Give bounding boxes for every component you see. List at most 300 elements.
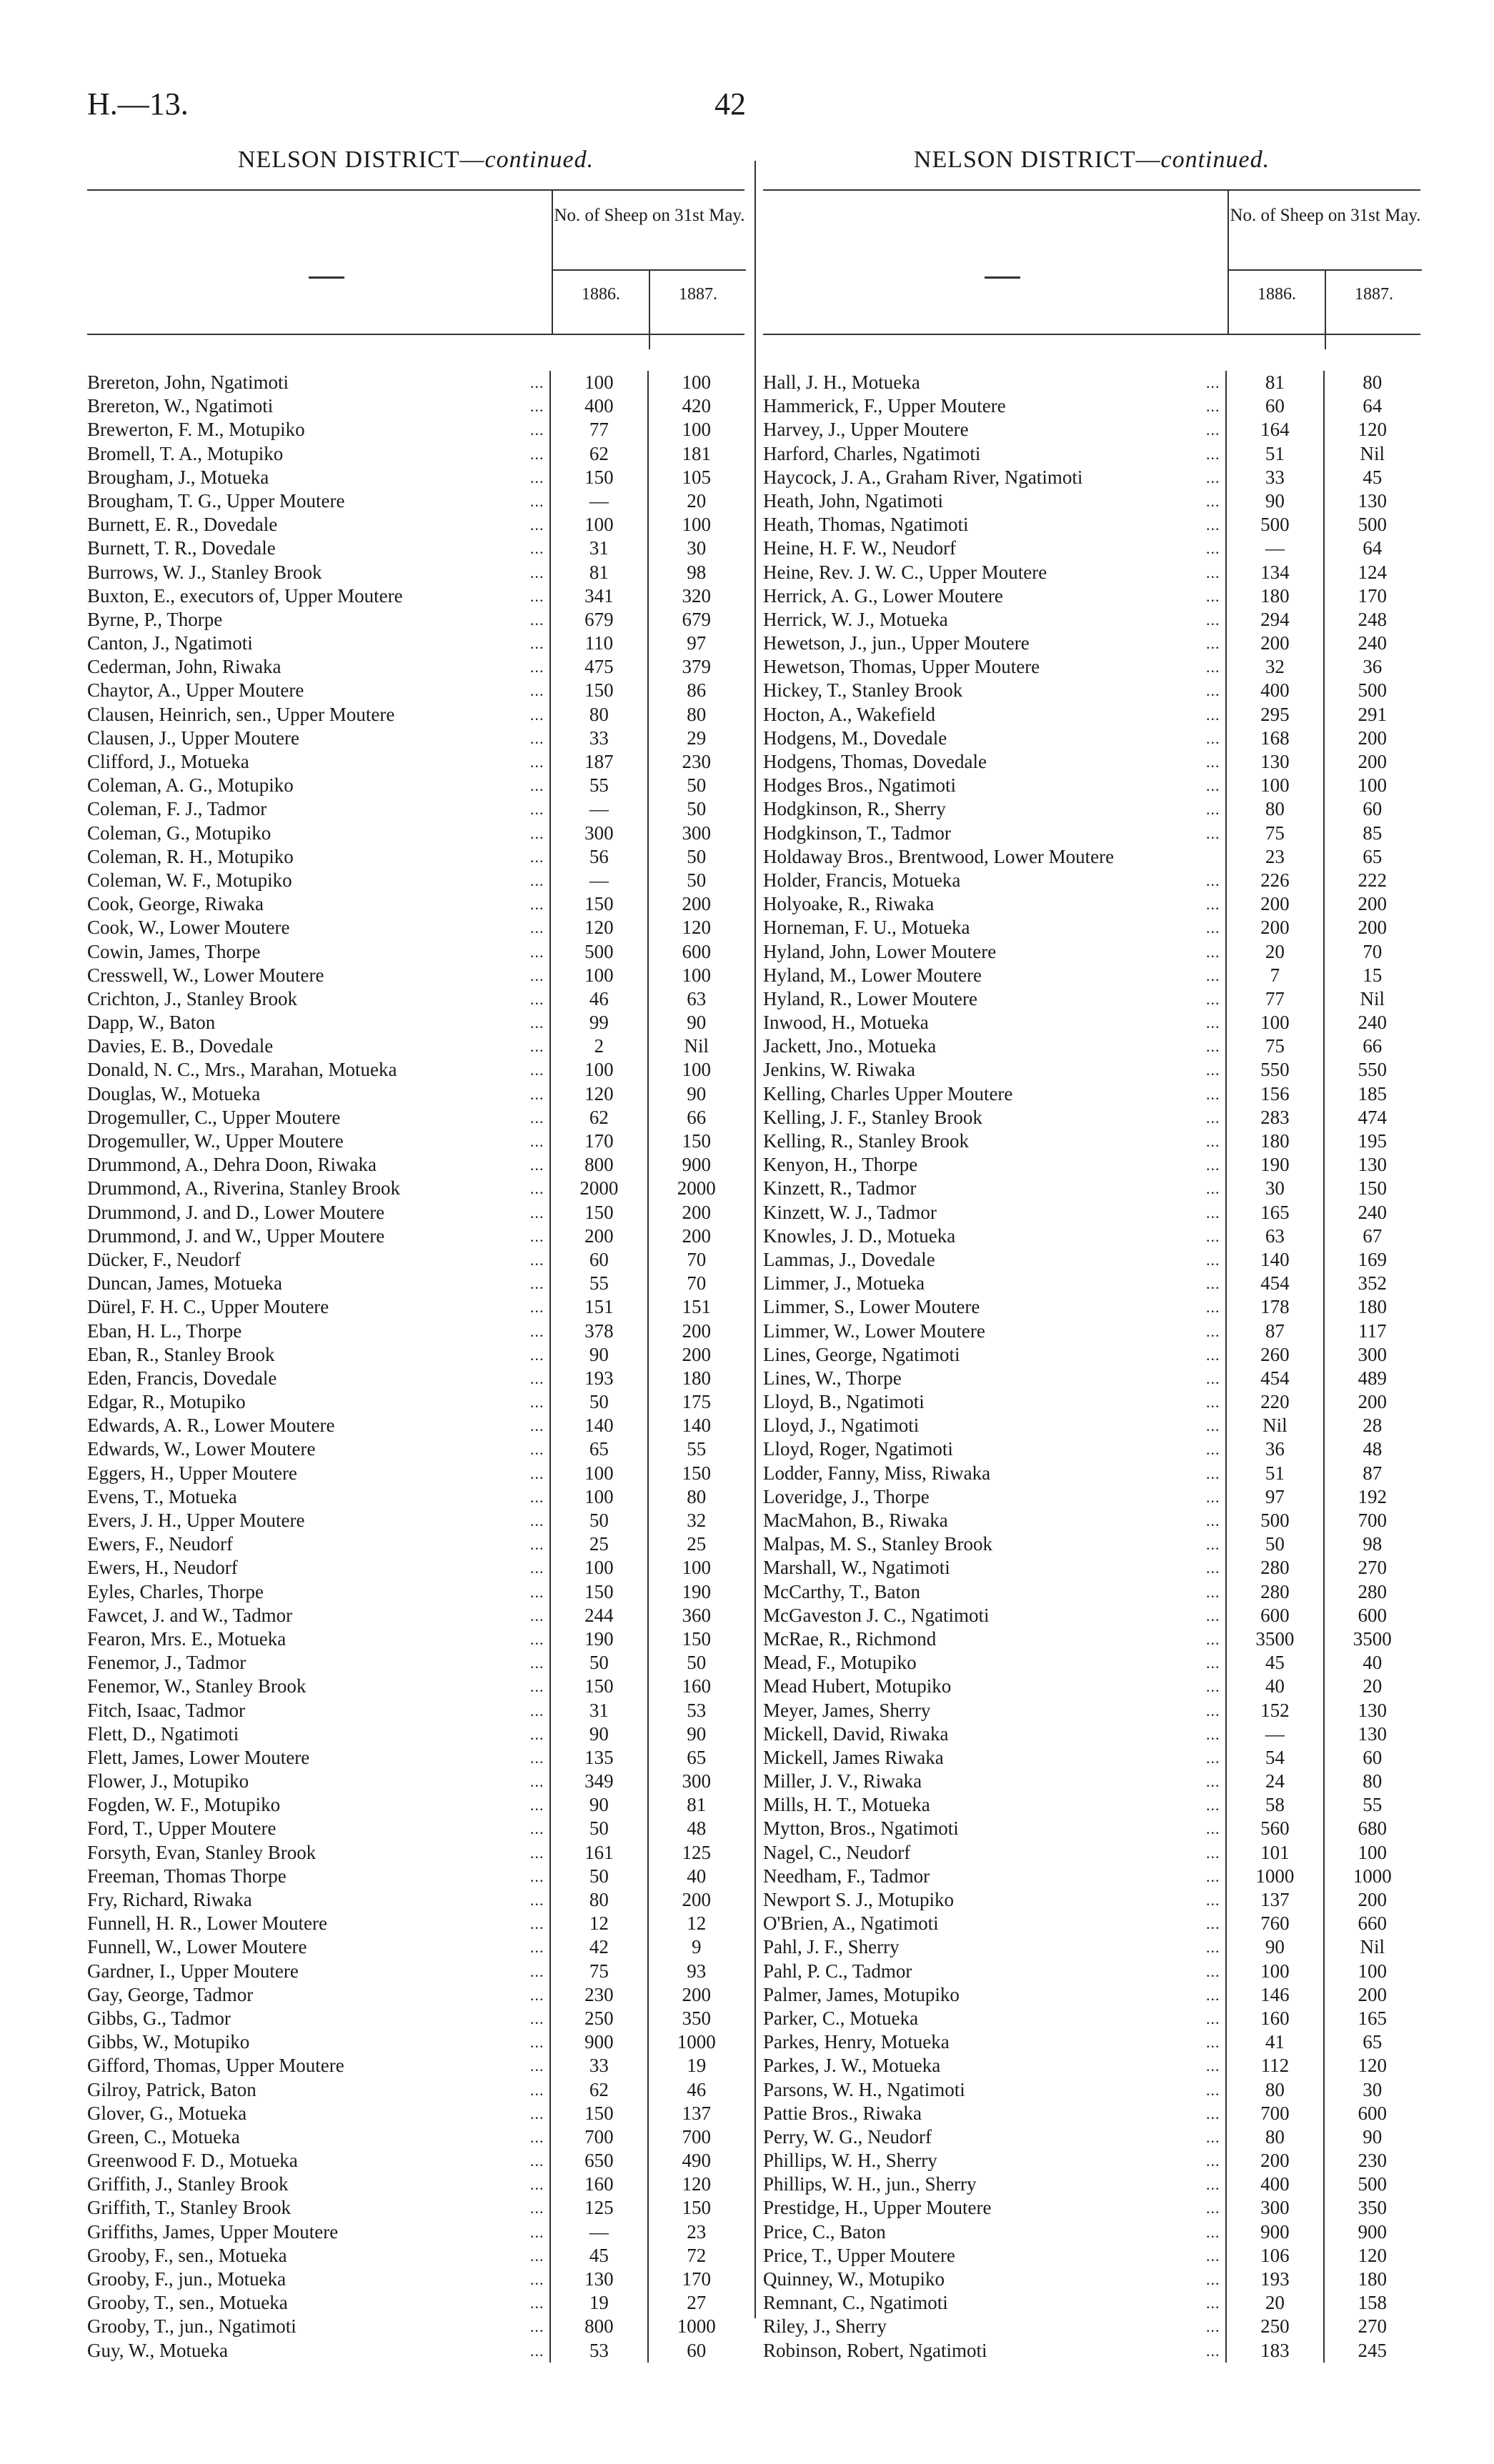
owner-name: Loveridge, J., Thorpe xyxy=(763,1485,930,1507)
sheep-1887: 350 xyxy=(1358,2197,1388,2219)
leader-dots: ... xyxy=(1206,2175,1220,2194)
sheep-1886: 130 xyxy=(1225,750,1324,774)
leader-dots: ... xyxy=(1206,516,1220,534)
sheep-1886: 454 xyxy=(1225,1272,1324,1295)
sheep-1887: Nil xyxy=(1360,1936,1385,1958)
sheep-1886: 55 xyxy=(549,774,648,797)
owner-name: Fogden, W. F., Motupiko xyxy=(87,1794,281,1816)
leader-dots: ... xyxy=(530,1322,544,1340)
sheep-1887: 151 xyxy=(682,1296,712,1318)
sheep-1887: 120 xyxy=(1358,419,1388,441)
leader-dots: ... xyxy=(1206,1630,1220,1648)
sheep-1886: 42 xyxy=(549,1935,648,1959)
table-row xyxy=(87,1960,744,1983)
sheep-1886: 87 xyxy=(1225,1320,1324,1343)
owner-name: McGaveston J. C., Ngatimoti xyxy=(763,1604,990,1626)
owner-name: Kinzett, W. J., Tadmor xyxy=(763,1201,937,1223)
sheep-1887: 245 xyxy=(1358,2339,1388,2361)
sheep-1887: 120 xyxy=(1358,2055,1388,2077)
sheep-1887: Nil xyxy=(1360,987,1385,1009)
sheep-1887: 120 xyxy=(1358,2244,1388,2266)
leader-dots: ... xyxy=(530,1440,544,1459)
sheep-1886: — xyxy=(549,2220,648,2244)
sheep-1887: 192 xyxy=(1358,1485,1388,1507)
sheep-1886: 90 xyxy=(549,1722,648,1746)
sheep-1887: 130 xyxy=(1358,1699,1388,1721)
sheep-1887: 200 xyxy=(1358,917,1388,939)
owner-name: Prestidge, H., Upper Moutere xyxy=(763,2197,992,2219)
sheep-1886: 20 xyxy=(1225,940,1324,964)
owner-name: Cook, W., Lower Moutere xyxy=(87,917,290,939)
table-row xyxy=(87,1082,744,1106)
leader-dots: ... xyxy=(1206,1843,1220,1862)
sheep-count-header xyxy=(552,191,746,334)
leader-dots xyxy=(1200,845,1225,869)
table-row xyxy=(763,1841,1420,1865)
table-row xyxy=(763,1604,1420,1627)
leader-dots: ... xyxy=(530,2199,544,2218)
leader-dots: ... xyxy=(1206,2246,1220,2265)
sheep-1886: 280 xyxy=(1225,1556,1324,1580)
sheep-1886: 33 xyxy=(1225,466,1324,489)
sheep-1887: 9 xyxy=(692,1936,702,1958)
table-row xyxy=(763,987,1420,1011)
sheep-1886: 20 xyxy=(1225,2291,1324,2315)
sheep-1886: 41 xyxy=(1225,2030,1324,2054)
sheep-1887: 46 xyxy=(687,2078,707,2100)
sheep-1887: 420 xyxy=(682,395,712,417)
leader-dots: ... xyxy=(530,1891,544,1909)
leader-dots: ... xyxy=(1206,1014,1220,1032)
sheep-1886: 54 xyxy=(1225,1746,1324,1770)
owner-name: Gibbs, W., Motupiko xyxy=(87,2031,250,2053)
sheep-1886: 53 xyxy=(549,2339,648,2363)
owner-name: Clifford, J., Motueka xyxy=(87,751,249,772)
owner-name: Coleman, G., Motupiko xyxy=(87,822,272,844)
sheep-1887: 65 xyxy=(687,1746,707,1768)
sheep-1886: 50 xyxy=(1225,1532,1324,1556)
owner-name: McCarthy, T., Baton xyxy=(763,1580,920,1602)
sheep-1887: 190 xyxy=(682,1580,712,1602)
owner-name: Brereton, John, Ngatimoti xyxy=(87,371,289,393)
table-row xyxy=(87,679,744,702)
leader-dots: ... xyxy=(530,587,544,605)
table-row xyxy=(87,1793,744,1817)
owner-name: Dapp, W., Baton xyxy=(87,1012,216,1034)
leader-dots: ... xyxy=(1206,1985,1220,2004)
leader-dots: ... xyxy=(1206,1132,1220,1150)
owner-name: Riley, J., Sherry xyxy=(763,2315,887,2338)
leader-dots: ... xyxy=(1206,658,1220,677)
table-row xyxy=(763,1320,1420,1343)
owner-name: Limmer, S., Lower Moutere xyxy=(763,1296,980,1318)
owner-name: Lodder, Fanny, Miss, Riwaka xyxy=(763,1462,991,1484)
owner-name: Freeman, Thomas Thorpe xyxy=(87,1865,287,1887)
owner-name: Mead Hubert, Motupiko xyxy=(763,1675,952,1697)
leader-dots: ... xyxy=(530,2009,544,2027)
owner-name: Coleman, A. G., Motupiko xyxy=(87,774,294,797)
sheep-1887: 97 xyxy=(687,632,707,654)
owner-name: Burnett, E. R., Dovedale xyxy=(87,514,278,536)
owner-name: Cook, George, Riwaka xyxy=(87,893,264,915)
leader-dots: ... xyxy=(1206,539,1220,558)
leader-dots: ... xyxy=(1206,1867,1220,1885)
table-row xyxy=(87,584,744,608)
owner-name: Hewetson, Thomas, Upper Moutere xyxy=(763,656,1040,678)
sheep-1886: 100 xyxy=(549,1485,648,1509)
table-row xyxy=(763,1485,1420,1509)
sheep-1887: 48 xyxy=(687,1817,707,1840)
owner-name: Limmer, W., Lower Moutere xyxy=(763,1320,985,1342)
leader-dots: ... xyxy=(1206,587,1220,605)
owner-name: Coleman, W. F., Motupiko xyxy=(87,869,292,891)
sheep-1887: 180 xyxy=(682,1367,712,1389)
sheep-1887: 60 xyxy=(1363,798,1383,820)
sheep-1886: 294 xyxy=(1225,608,1324,632)
owner-name: Hodgens, Thomas, Dovedale xyxy=(763,751,987,772)
leader-dots: ... xyxy=(1206,1725,1220,1743)
leader-dots: ... xyxy=(530,1108,544,1127)
table-row xyxy=(763,1746,1420,1770)
table-row xyxy=(763,1912,1420,1935)
table-row xyxy=(87,1485,744,1509)
sheep-1887: 120 xyxy=(682,2173,712,2195)
table-row xyxy=(763,1699,1420,1722)
table-row xyxy=(763,940,1420,964)
owner-name: Lines, George, Ngatimoti xyxy=(763,1343,960,1365)
table-row xyxy=(763,2173,1420,2196)
owner-name: Grooby, F., sen., Motueka xyxy=(87,2244,287,2266)
sheep-1886: 90 xyxy=(549,1793,648,1817)
sheep-1886: 1000 xyxy=(1225,1865,1324,1888)
sheep-1886: 165 xyxy=(1225,1201,1324,1224)
leader-dots: ... xyxy=(530,1061,544,1079)
sheep-1887: 100 xyxy=(1358,1960,1388,1982)
sheep-1886: 31 xyxy=(549,1699,648,1722)
sheep-1887: 200 xyxy=(1358,1983,1388,2005)
sheep-1887: 150 xyxy=(682,1627,712,1650)
owner-name: Malpas, M. S., Stanley Brook xyxy=(763,1533,992,1555)
sheep-1886: 50 xyxy=(549,1509,648,1532)
table-row xyxy=(87,561,744,584)
owner-name: Fitch, Isaac, Tadmor xyxy=(87,1699,246,1721)
owner-name: Hyland, R., Lower Moutere xyxy=(763,987,977,1009)
leader-dots: ... xyxy=(530,2104,544,2123)
sheep-1886: 151 xyxy=(549,1295,648,1319)
sheep-1887: 150 xyxy=(1358,1177,1388,1199)
leader-dots: ... xyxy=(530,1796,544,1815)
sheep-1886: 33 xyxy=(549,2054,648,2078)
sheep-1887: 320 xyxy=(682,584,712,607)
leader-dots: ... xyxy=(1206,1203,1220,1222)
sheep-1886: 110 xyxy=(549,632,648,655)
table-row xyxy=(87,1912,744,1935)
sheep-1886: 106 xyxy=(1225,2244,1324,2268)
table-row xyxy=(763,1011,1420,1034)
leader-dots: ... xyxy=(530,1843,544,1862)
owner-name: Perry, W. G., Neudorf xyxy=(763,2125,932,2148)
owner-name: MacMahon, B., Riwaka xyxy=(763,1510,948,1531)
leader-dots: ... xyxy=(530,634,544,653)
table-row xyxy=(87,418,744,442)
sheep-1887: 660 xyxy=(1358,1912,1388,1935)
leader-dots: ... xyxy=(1206,1891,1220,1909)
leader-dots: ... xyxy=(530,1512,544,1530)
owner-name: Glover, G., Motueka xyxy=(87,2102,247,2124)
owner-name: Eggers, H., Upper Moutere xyxy=(87,1462,297,1484)
sheep-1887: 180 xyxy=(1358,2268,1388,2290)
table-row xyxy=(763,1295,1420,1319)
leader-dots: ... xyxy=(530,682,544,700)
sheep-1886: — xyxy=(549,797,648,821)
owner-name: Parkes, J. W., Motueka xyxy=(763,2055,941,2077)
leader-dots: ... xyxy=(1206,1417,1220,1435)
table-row xyxy=(763,513,1420,537)
leader-dots: ... xyxy=(530,1938,544,1957)
table-row xyxy=(87,1437,744,1461)
table-row xyxy=(87,2007,744,2030)
owner-name: Hocton, A., Wakefield xyxy=(763,703,936,725)
owner-name: Hodges Bros., Ngatimoti xyxy=(763,774,956,797)
table-row xyxy=(763,489,1420,513)
sheep-1887: 53 xyxy=(687,1699,707,1721)
leader-dots: ... xyxy=(530,539,544,558)
sheep-1886: 80 xyxy=(1225,797,1324,821)
owner-name: Grooby, T., sen., Motueka xyxy=(87,2292,288,2314)
table-row xyxy=(763,1177,1420,1200)
leader-dots: ... xyxy=(530,468,544,487)
table-row xyxy=(87,1153,744,1177)
table-row xyxy=(763,1224,1420,1248)
table-row xyxy=(87,1675,744,1698)
leader-dots: ... xyxy=(530,1084,544,1103)
sheep-1887: 170 xyxy=(682,2268,712,2290)
sheep-1887: 175 xyxy=(682,1391,712,1413)
sheep-1887: 50 xyxy=(687,1652,707,1674)
sheep-count-header xyxy=(1227,191,1422,334)
leader-dots: ... xyxy=(530,2246,544,2265)
owner-name: Drogemuller, C., Upper Moutere xyxy=(87,1106,341,1128)
sheep-1886: 36 xyxy=(1225,1437,1324,1461)
leader-dots: ... xyxy=(530,2341,544,2360)
table-row xyxy=(87,1770,744,1793)
sheep-1886: 378 xyxy=(549,1320,648,1343)
sheep-1886: 51 xyxy=(1225,442,1324,466)
sheep-1887: 680 xyxy=(1358,1817,1388,1840)
table-row xyxy=(763,2268,1420,2291)
sheep-1886: 12 xyxy=(549,1912,648,1935)
sheep-1886: 679 xyxy=(549,608,648,632)
owner-name: Canton, J., Ngatimoti xyxy=(87,632,253,654)
owner-name: Griffiths, James, Upper Moutere xyxy=(87,2220,339,2243)
leader-dots: ... xyxy=(1206,2033,1220,2052)
table-row xyxy=(763,1343,1420,1367)
owner-name: Eyles, Charles, Thorpe xyxy=(87,1580,264,1602)
sheep-1886: 100 xyxy=(1225,1960,1324,1983)
table-row xyxy=(87,703,744,727)
sheep-1887: 50 xyxy=(687,774,707,797)
owner-name: Harvey, J., Upper Moutere xyxy=(763,419,969,441)
sheep-1887: 100 xyxy=(682,371,712,393)
leader-dots: ... xyxy=(530,919,544,937)
leader-dots: ... xyxy=(530,421,544,439)
sheep-1886: 100 xyxy=(549,513,648,537)
table-row xyxy=(87,916,744,939)
owner-name: Hodgkinson, T., Tadmor xyxy=(763,822,951,844)
leader-dots: ... xyxy=(530,658,544,677)
owner-name: Marshall, W., Ngatimoti xyxy=(763,1557,950,1579)
sheep-1886: 50 xyxy=(549,1651,648,1675)
sheep-1886: 560 xyxy=(1225,1817,1324,1840)
owner-name: Ford, T., Upper Moutere xyxy=(87,1817,277,1840)
sheep-1887: 300 xyxy=(682,1770,712,1792)
table-row xyxy=(763,1556,1420,1580)
owner-name: Evers, J. H., Upper Moutere xyxy=(87,1510,305,1531)
owner-name: Flett, James, Lower Moutere xyxy=(87,1746,310,1768)
sheep-1886: 33 xyxy=(549,727,648,750)
leader-dots: ... xyxy=(530,1179,544,1198)
table-row xyxy=(87,632,744,655)
table-row xyxy=(763,394,1420,418)
leader-dots: ... xyxy=(1206,563,1220,582)
sheep-1886: 187 xyxy=(549,750,648,774)
owner-name: Eban, H. L., Thorpe xyxy=(87,1320,242,1342)
owner-name: Fearon, Mrs. E., Motueka xyxy=(87,1627,287,1650)
table-row xyxy=(87,2244,744,2268)
sheep-1886: 80 xyxy=(549,1888,648,1912)
sheep-1886: 2000 xyxy=(549,1177,648,1200)
leader-dots: ... xyxy=(1206,1582,1220,1601)
owner-name: Palmer, James, Motupiko xyxy=(763,1983,960,2005)
leader-dots: ... xyxy=(530,1748,544,1767)
sheep-1887: 679 xyxy=(682,608,712,630)
leader-dots: ... xyxy=(1206,1962,1220,1980)
sheep-1886: 164 xyxy=(1225,418,1324,442)
owner-name: Gibbs, G., Tadmor xyxy=(87,2007,231,2029)
district-title: NELSON DISTRICT—continued. xyxy=(237,146,594,173)
leader-dots: ... xyxy=(1206,634,1220,653)
owner-name: Pahl, J. F., Sherry xyxy=(763,1936,900,1958)
leader-dots: ... xyxy=(1206,421,1220,439)
table-row xyxy=(763,608,1420,632)
owner-name: Coleman, F. J., Tadmor xyxy=(87,798,267,820)
leader-dots: ... xyxy=(1206,777,1220,795)
sheep-1887: 30 xyxy=(687,537,707,559)
sheep-1886: 295 xyxy=(1225,703,1324,727)
sheep-1887: 270 xyxy=(1358,1557,1388,1579)
sheep-1887: 474 xyxy=(1358,1106,1388,1128)
leader-dots: ... xyxy=(530,444,544,463)
leader-dots: ... xyxy=(530,966,544,984)
table-row xyxy=(763,727,1420,750)
table-row xyxy=(763,1675,1420,1698)
owner-name: Mickell, David, Riwaka xyxy=(763,1722,949,1745)
leader-dots: ... xyxy=(530,1867,544,1885)
table-row xyxy=(87,1011,744,1034)
owner-name: Dücker, F., Neudorf xyxy=(87,1248,241,1270)
sheep-1886: 150 xyxy=(549,2102,648,2125)
table-row xyxy=(87,489,744,513)
leader-dots: ... xyxy=(530,847,544,866)
sheep-1886: 80 xyxy=(1225,2125,1324,2149)
sheep-1886: 75 xyxy=(1225,822,1324,845)
leader-dots: ... xyxy=(530,1037,544,1056)
table-row xyxy=(763,1651,1420,1675)
sheep-1887: 700 xyxy=(682,2125,712,2148)
sheep-1886: 80 xyxy=(549,703,648,727)
leader-dots: ... xyxy=(530,1156,544,1174)
row-label-dash xyxy=(309,276,344,279)
sheep-1887: 248 xyxy=(1358,608,1388,630)
sheep-1887: 150 xyxy=(682,1130,712,1152)
sheep-1886: — xyxy=(549,489,648,513)
leader-dots: ... xyxy=(1206,824,1220,842)
leader-dots: ... xyxy=(530,1582,544,1601)
table-row xyxy=(87,2149,744,2173)
sheep-1886: 56 xyxy=(549,845,648,869)
leader-dots: ... xyxy=(1206,966,1220,984)
sheep-1886: 800 xyxy=(549,1153,648,1177)
sheep-1886: 75 xyxy=(549,1960,648,1983)
sheep-1887: 150 xyxy=(682,2197,712,2219)
owner-name: Drummond, A., Dehra Doon, Riwaka xyxy=(87,1154,377,1176)
table-row xyxy=(87,1058,744,1082)
sheep-1886: 200 xyxy=(1225,916,1324,939)
sheep-1887: 80 xyxy=(687,703,707,725)
table-row xyxy=(763,537,1420,560)
table-row xyxy=(87,1201,744,1224)
sheep-1887: 280 xyxy=(1358,1580,1388,1602)
sheep-1886: 81 xyxy=(1225,371,1324,394)
sheep-1887: 270 xyxy=(1358,2315,1388,2338)
leader-dots: ... xyxy=(530,2057,544,2075)
leader-dots: ... xyxy=(1206,705,1220,724)
owner-name: Price, T., Upper Moutere xyxy=(763,2244,955,2266)
leader-dots: ... xyxy=(530,1606,544,1625)
sheep-1886: 120 xyxy=(549,1082,648,1106)
sheep-1887: 200 xyxy=(682,1983,712,2005)
leader-dots: ... xyxy=(530,1559,544,1577)
sheep-1887: 200 xyxy=(682,1320,712,1342)
owner-name: Edgar, R., Motupiko xyxy=(87,1391,246,1413)
sheep-1886: 300 xyxy=(1225,2196,1324,2220)
leader-dots: ... xyxy=(1206,1179,1220,1198)
sheep-1887: 80 xyxy=(687,1485,707,1507)
table-row xyxy=(763,1082,1420,1106)
leader-dots: ... xyxy=(530,2270,544,2288)
sheep-1886: 140 xyxy=(1225,1248,1324,1272)
owner-name: Fawcet, J. and W., Tadmor xyxy=(87,1604,293,1626)
table-row xyxy=(763,2291,1420,2315)
sheep-1887: 200 xyxy=(1358,893,1388,915)
owner-name: Jenkins, W. Riwaka xyxy=(763,1059,915,1081)
owner-name: Byrne, P., Thorpe xyxy=(87,608,223,630)
owner-name: Dürel, F. H. C., Upper Moutere xyxy=(87,1296,329,1318)
leader-dots: ... xyxy=(530,824,544,842)
leader-dots: ... xyxy=(530,1487,544,1506)
leader-dots: ... xyxy=(1206,1037,1220,1056)
leader-dots: ... xyxy=(1206,2294,1220,2313)
sheep-1886: 200 xyxy=(1225,632,1324,655)
table-row xyxy=(87,774,744,797)
table-row xyxy=(87,1295,744,1319)
table-row xyxy=(87,2078,744,2102)
sheep-1887: 300 xyxy=(1358,1343,1388,1365)
sheep-1887: 85 xyxy=(1363,822,1383,844)
sheep-1887: 81 xyxy=(687,1794,707,1816)
leader-dots: ... xyxy=(1206,942,1220,961)
sheep-1886: 55 xyxy=(549,1272,648,1295)
